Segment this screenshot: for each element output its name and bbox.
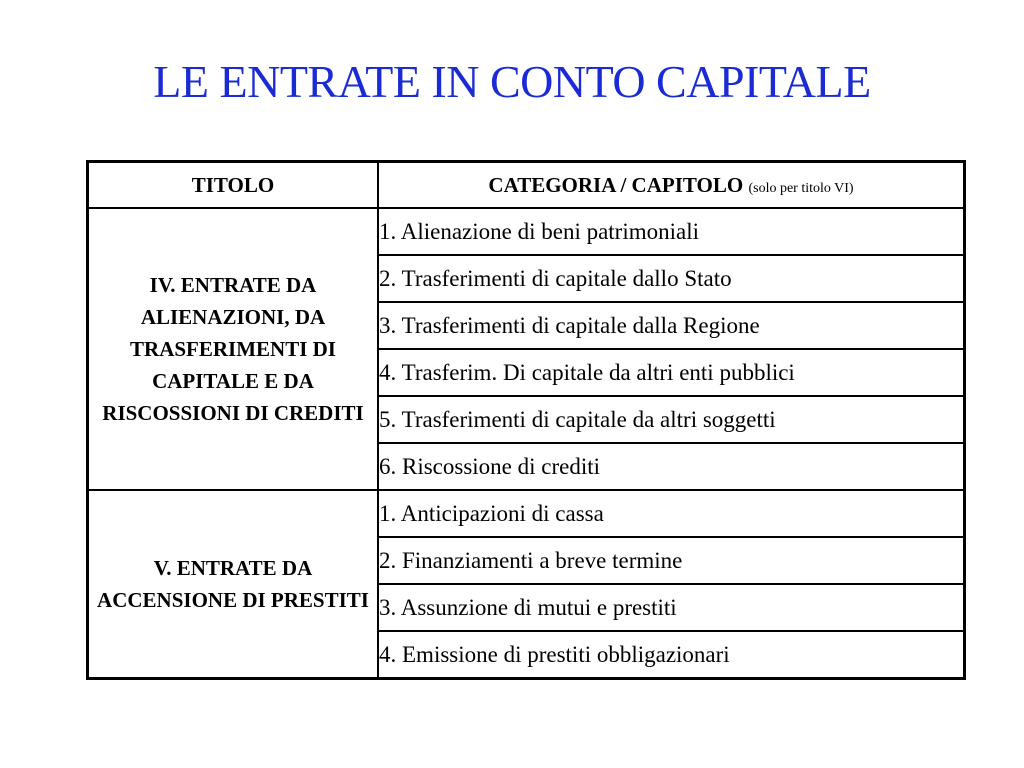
table-cell-category: 4. Trasferim. Di capitale da altri enti pubblici bbox=[378, 349, 965, 396]
table-row bbox=[88, 490, 965, 537]
table-cell-category: 4. Emissione di prestiti obbligazionari bbox=[378, 631, 965, 679]
titolo-iv-cell: IV. ENTRATE DA ALIENAZIONI, DA TRASFERIMENTI DI CAPITALE E DA RISCOSSIONI DI CREDITI bbox=[88, 208, 379, 490]
table-cell-category: 6. Riscossione di crediti bbox=[378, 443, 965, 490]
table-cell-category: 1. Anticipazioni di cassa bbox=[378, 490, 965, 537]
table-header-row bbox=[88, 162, 965, 209]
table-cell-category: 3. Assunzione di mutui e prestiti bbox=[378, 584, 965, 631]
header-titolo: TITOLO bbox=[88, 162, 379, 209]
titolo-v-cell: V. ENTRATE DA ACCENSIONE DI PRESTITI bbox=[88, 490, 379, 679]
header-categoria-note: (solo per titolo VI) bbox=[748, 180, 854, 196]
header-categoria-label: CATEGORIA / CAPITOLO bbox=[488, 172, 744, 197]
page-title: LE ENTRATE IN CONTO CAPITALE bbox=[153, 56, 871, 107]
table-cell-category: 2. Finanziamenti a breve termine bbox=[378, 537, 965, 584]
table-cell-category: 5. Trasferimenti di capitale da altri soggetti bbox=[378, 396, 965, 443]
table-cell-category: 3. Trasferimenti di capitale dalla Regione bbox=[378, 302, 965, 349]
header-categoria bbox=[378, 162, 965, 209]
table-row bbox=[88, 208, 965, 255]
capital-revenue-table bbox=[86, 160, 966, 680]
table-cell-category: 1. Alienazione di beni patrimoniali bbox=[378, 208, 965, 255]
table-cell-category: 2. Trasferimenti di capitale dallo Stato bbox=[378, 255, 965, 302]
